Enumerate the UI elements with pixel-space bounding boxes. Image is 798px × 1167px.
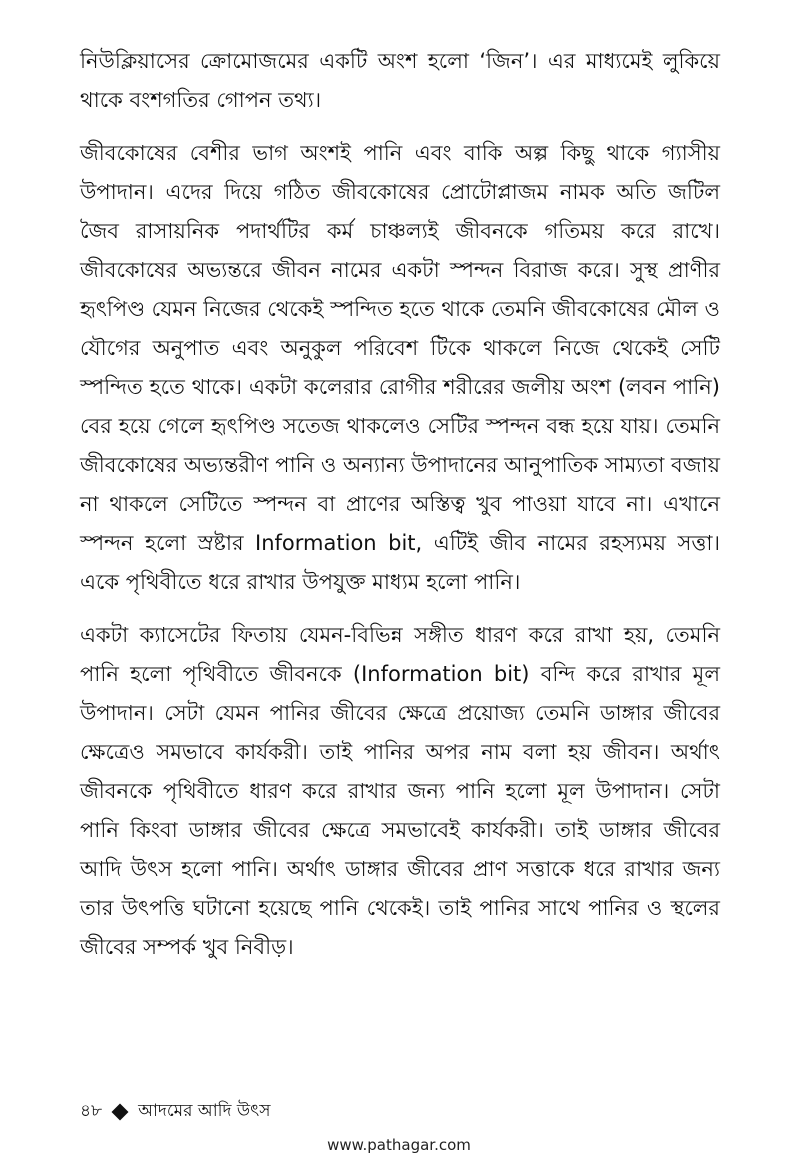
website-watermark: www.pathagar.com: [327, 1136, 471, 1154]
page-body: [80, 42, 720, 981]
paragraph-3: একটা ক্যাসেটের ফিতায় যেমন-বিভিন্ন সঙ্গীত ধারণ করে রাখা হয়, তেমনি পানি হলো পৃথিবীতে জীবনকে (Information bit) বন্দি করে রাখার মূল উপাদান। সেটা যেমন পানির জীবের ক্ষেত্রে প্রয়োজ্য তেমনি ডাঙ্গার জীবের ক্ষেত্রেও সমভাবে কার্যকরী। তাই পানির অপর নাম বলা হয় জীবন। অর্থাৎ জীবনকে পৃথিবীতে ধারণ করে রাখার জন্য পানি হলো মূল উপাদান। সেটা পানি কিংবা ডাঙ্গার জীবের ক্ষেত্রে সমভাবেই কার্যকরী। তাই ডাঙ্গার জীবের আদি উৎস হলো পানি। অর্থাৎ ডাঙ্গার জীবের প্রাণ সত্তাকে ধরে রাখার জন্য তার উৎপত্তি ঘটানো হয়েছে পানি থেকেই। তাই পানির সাথে পানির ও স্থলের জীবের সম্পর্ক খুব নিবীড়।: [80, 623, 720, 959]
page-number: ৪৮: [80, 1101, 103, 1121]
diamond-icon: [112, 1104, 129, 1121]
running-title: আদমের আদি উৎস: [138, 1101, 271, 1121]
page-footer: [80, 1098, 270, 1126]
paragraph-2: জীবকোষের বেশীর ভাগ অংশই পানি এবং বাকি অল্প কিছু থাকে গ্যাসীয় উপাদান। এদের দিয়ে গঠিত জীবকোষের প্রোটোপ্লাজম নামক অতি জটিল জৈব রাসায়নিক পদার্থটির কর্ম চাঞ্চল্যই জীবনকে গতিময় করে রাখে। জীবকোষের অভ্যন্তরে জীবন নামের একটা স্পন্দন বিরাজ করে। সুস্থ প্রাণীর হৃৎপিণ্ড যেমন নিজের থেকেই স্পন্দিত হতে থাকে তেমনি জীবকোষের মৌল ও যৌগের অনুপাত এবং অনুকুল পরিবেশ টিকে থাকলে নিজে থেকেই সেটি স্পন্দিত হতে থাকে। একটা কলেরার রোগীর শরীরের জলীয় অংশ (লবন পানি) বের হয়ে গেলে হৃৎপিণ্ড সতেজ থাকলেও সেটির স্পন্দন বন্ধ হয়ে যায়। তেমনি জীবকোষের অভ্যন্তরীণ পানি ও অন্যান্য উপাদানের আনুপাতিক সাম্যতা বজায় না থাকলে সেটিতে স্পন্দন বা প্রাণের অস্তিত্ব খুব পাওয়া যাবে না। এখানে স্পন্দন হলো স্রষ্টার Information bit, এটিই জীব নামের রহস্যময় সত্তা। একে পৃথিবীতে ধরে রাখার উপযুক্ত মাধ্যম হলো পানি।: [80, 141, 720, 594]
paragraph-1: নিউক্লিয়াসের ক্রোমোজমের একটি অংশ হলো ‘জিন’। এর মাধ্যমেই লুকিয়ে থাকে বংশগতির গোপন তথ্য।: [80, 49, 720, 112]
